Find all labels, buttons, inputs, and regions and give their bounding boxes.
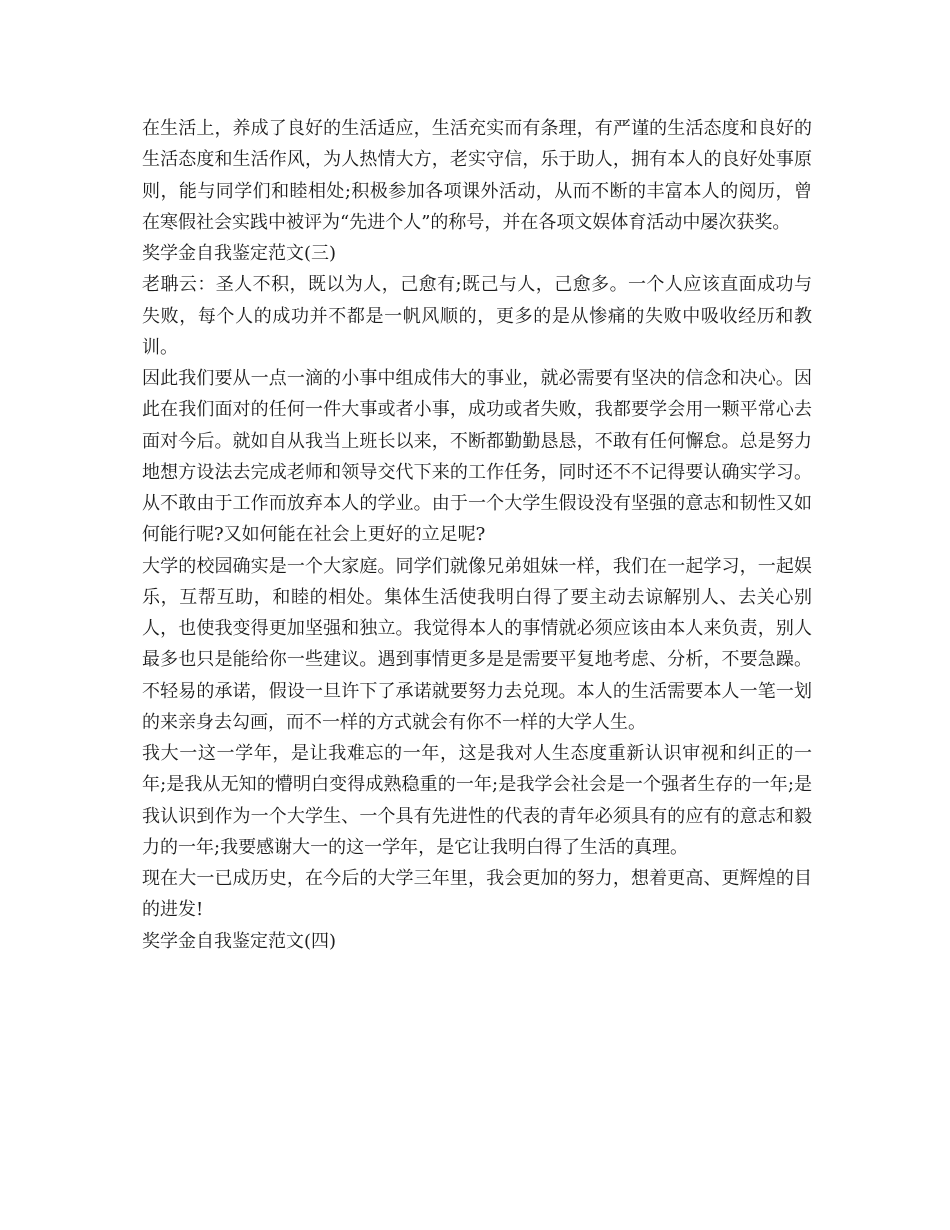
paragraph-future-goal: 现在大一已成历史，在今后的大学三年里，我会更加的努力，想着更高、更辉煌的目的进发! xyxy=(142,868,812,921)
paragraph-laodan-quote: 老聃云：圣人不积，既以为人，己愈有;既己与人，己愈多。一个人应该直面成功与失败，每个人的成功并不都是一帆风顺的，更多的是从惨痛的失败中吸收经历和教训。 xyxy=(142,274,812,358)
paragraph-class-monitor: 因此我们要从一点一滴的小事中组成伟大的事业，就必需要有坚决的信念和决心。因此在我们面对的任何一件大事或者小事，成功或者失败，我都要学会用一颗平常心去面对今后。就如自从我当上班长以来，不断都勤勤恳恳，不敢有任何懈怠。总是努力地想方设法去完成老师和领导交代下来的工作任务，同时还不不记得要认确实学习。从不敢由于工作而放弃本人的学业。由于一个大学生假设没有坚强的意志和韧性又如何能行呢?又如何能在社会上更好的立足呢? xyxy=(142,368,812,546)
section-heading-3: 奖学金自我鉴定范文(三) xyxy=(142,243,337,264)
document-body xyxy=(142,113,812,957)
section-heading-4: 奖学金自我鉴定范文(四) xyxy=(142,930,337,952)
paragraph-life-attitude: 在生活上，养成了良好的生活适应，生活充实而有条理，有严谨的生活态度和良好的生活态度和生活作风，为人热情大方，老实守信，乐于助人，拥有本人的良好处事原则，能与同学们和睦相处;积极参加各项课外活动，从而不断的丰富本人的阅历，曾在寒假社会实践中被评为“先进个人”的称号，并在各项文娱体育活动中屡次获奖。 xyxy=(142,118,812,233)
paragraph-campus-family: 大学的校园确实是一个大家庭。同学们就像兄弟姐妹一样，我们在一起学习，一起娱乐，互帮互助，和睦的相处。集体生活使我明白得了要主动去谅解别人、去关心别人，也使我变得更加坚强和独立。我觉得本人的事情就必须应该由本人来负责，别人最多也只是能给你一些建议。遇到事情更多是是需要平复地考虑、分析，不要急躁。不轻易的承诺，假设一旦许下了承诺就要努力去兑现。本人的生活需要本人一笔一划的来亲身去勾画，而不一样的方式就会有你不一样的大学人生。 xyxy=(142,555,812,733)
paragraph-freshman-year: 我大一这一学年，是让我难忘的一年，这是我对人生态度重新认识审视和纠正的一年;是我从无知的懵明白变得成熟稳重的一年;是我学会社会是一个强者生存的一年;是我认识到作为一个大学生、一个具有先进性的代表的青年必须具有的应有的意志和毅力的一年;我要感谢大一的这一学年，是它让我明白得了生活的真理。 xyxy=(142,743,812,858)
